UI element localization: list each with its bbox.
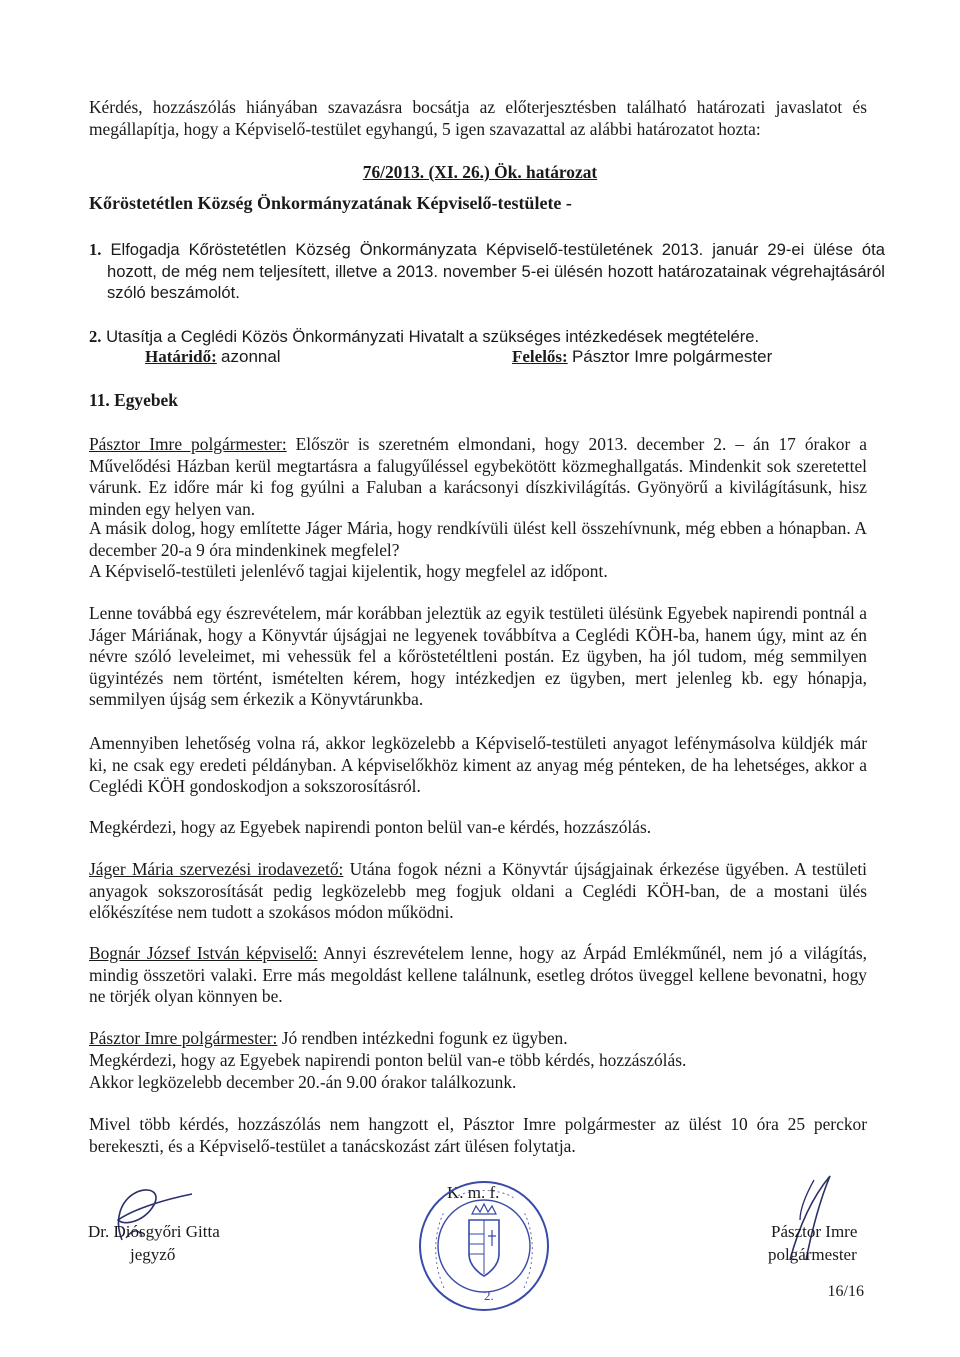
deadline-value: azonnal — [221, 347, 281, 366]
deadline-line — [145, 347, 281, 367]
paragraph-6 — [89, 859, 867, 924]
item-text: Elfogadja Kőröstetétlen Község Önkormányzata Képviselő-testületének 2013. január 29-ei ülése óta hozott, de még nem teljesített, illetve a 2013. november 5-ei ülésén hozott határozatainak végrehajtásáról szóló beszámolót. — [107, 240, 885, 303]
responsible-line — [512, 347, 772, 367]
paragraph-10 — [89, 1072, 867, 1094]
paragraph-text: Amennyiben lehetőség volna rá, akkor legközelebb a Képviselő-testületi anyagot lefénymásolva küldjék már ki, ne csak egy eredeti példányban. A képviselőkhöz kiment az anyag még pénteken, de ha lehetséges, akkor a Ceglédi KÖH gondoskodjon a sokszorosításról. — [89, 733, 867, 797]
paragraph-text: Jó rendben intézkedni fogunk ez ügyben. — [277, 1028, 568, 1048]
paragraph-text: Utána fogok nézni a Könyvtár újságjainak érkezése ügyében. A testületi anyagok sokszorosítását pedig legközelebb meg fogjuk oldani a Ceglédi KÖH-ban, de a mostani ülés előkészítése nem tudott a szokásos módon működni. — [89, 859, 867, 923]
left-signature-name: Dr. Diósgyőri Gitta — [88, 1222, 220, 1241]
left-signature-title: jegyző — [130, 1245, 176, 1264]
paragraph-text: Mivel több kérdés, hozzászólás nem hangzott el, Pásztor Imre polgármester az ülést 10 óra 25 perckor berekeszti, és a Képviselő-testület a tanácskozást zárt ülésen folytatja. — [89, 1114, 867, 1156]
paragraph-9 — [89, 1050, 867, 1072]
item-number: 1. — [89, 240, 102, 259]
paragraph-text: A másik dolog, hogy említette Jáger Mária, hogy rendkívüli ülést kell összehívnunk, még ebben a hónapban. A december 20-a 9 óra mindenkinek megfelel? — [89, 518, 867, 560]
speaker-name: Pásztor Imre polgármester: — [89, 1028, 278, 1048]
paragraph-text: Lenne továbbá egy észrevételem, már korábban jeleztük az egyik testületi ülésünk Egyebek napirendi pontnál a Jáger Máriának, hogy a Könyvtár újságjai ne legyenek továbbítva a Ceglédi KÖH-ba, hanem úgy, mint az én névre szóló leveleimet, mi vehessük fel a kőröstetéltleni postán. Ez ügyben, ha jól tudom, még semmilyen ügyintézés nem történt, ismételten kérem, hogy intézkedjen ez ügyben, mert jelenleg kb. egy hónapja, semmilyen újság sem érkezik a Könyvtárunkba. — [89, 603, 867, 710]
paragraph-text: A Képviselő-testületi jelenlévő tagjai kijelentik, hogy megfelel az időpont. — [89, 561, 608, 581]
paragraph-11 — [89, 1114, 867, 1157]
item-number: 2. — [89, 327, 102, 346]
paragraph-text: Megkérdezi, hogy az Egyebek napirendi ponton belül van-e több kérdés, hozzászólás. — [89, 1050, 687, 1070]
page-number: 16/16 — [827, 1283, 864, 1300]
resolution-issuer: Kőröstetétlen Község Önkormányzatának Képviselő-testülete - — [89, 193, 572, 213]
seal-number: 2. — [484, 1288, 494, 1303]
paragraph-5 — [89, 817, 867, 839]
paragraph-3 — [89, 603, 867, 711]
section-title: 11. Egyebek — [89, 390, 178, 410]
resolution-item-2 — [89, 326, 867, 348]
responsible-label: Felelős: — [512, 347, 568, 366]
paragraph-7 — [89, 943, 867, 1008]
paragraph-text: Megkérdezi, hogy az Egyebek napirendi ponton belül van-e kérdés, hozzászólás. — [89, 817, 652, 837]
speaker-name: Bognár József István képviselő: — [89, 943, 318, 963]
speaker-name: Jáger Mária szervezési irodavezető: — [89, 859, 344, 879]
intro-paragraph: Kérdés, hozzászólás hiányában szavazásra bocsátja az előterjesztésben található határozati javaslatot és megállapítja, hogy a Képviselő-testület egyhangú, 5 igen szavazattal az alábbi határozatot hozta: — [89, 97, 867, 139]
paragraph-4 — [89, 733, 867, 798]
item-text: Utasítja a Ceglédi Közös Önkormányzati Hivatalt a szükséges intézkedések megtételére. — [106, 327, 760, 346]
kmf-mark: K. m. f. — [447, 1183, 500, 1202]
right-signature-name: Pásztor Imre — [771, 1222, 858, 1241]
speaker-name: Pásztor Imre polgármester: — [89, 434, 287, 454]
right-signature-title: polgármester — [768, 1245, 857, 1264]
responsible-value: Pásztor Imre polgármester — [571, 347, 773, 366]
paragraph-0 — [89, 434, 867, 520]
paragraph-1 — [89, 518, 867, 561]
paragraph-text: Akkor legközelebb december 20.-án 9.00 órakor találkozunk. — [89, 1072, 517, 1092]
paragraph-2 — [89, 561, 867, 583]
deadline-label: Határidő: — [145, 347, 217, 366]
paragraph-text: Annyi észrevételem lenne, hogy az Árpád Emlékműnél, nem jó a világítás, mindig összetöri valaki. Erre más megoldást kellene találnunk, esetleg drótos üveggel kellene bevonatni, hogy ne törjék olyan könnyen be. — [89, 943, 868, 1007]
resolution-title: 76/2013. (XI. 26.) Ök. határozat — [362, 162, 598, 182]
paragraph-text: Először is szeretném elmondani, hogy 2013. december 2. – án 17 órakor a Művelődési Házban kerül megtartásra a falugyűléssel egybekötött közmeghallgatás. Mindenkit sok szeretettel várunk. Ez időre már ki fog gyúlni a Faluban a karácsonyi díszkivilágítás. Gyönyörű a kivilágításunk, hisz minden egy helyen van. — [89, 434, 867, 519]
paragraph-8 — [89, 1028, 867, 1050]
resolution-item-1 — [89, 239, 885, 304]
